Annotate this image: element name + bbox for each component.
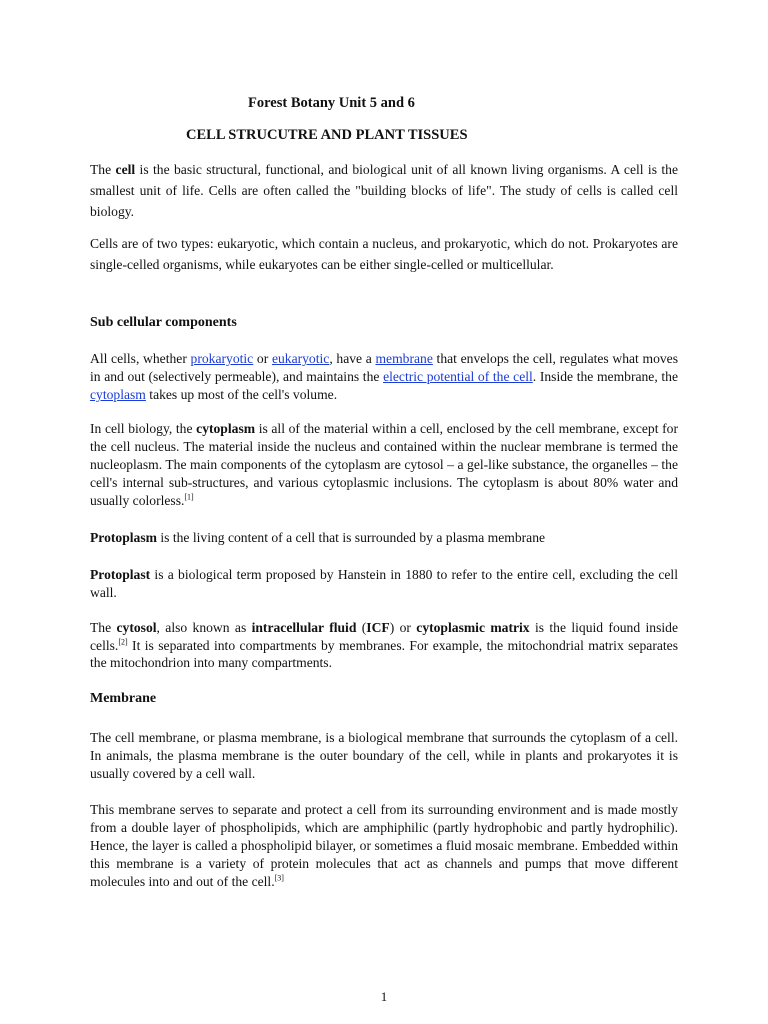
document-title: Forest Botany Unit 5 and 6 bbox=[248, 95, 415, 111]
heading-membrane: Membrane bbox=[90, 691, 157, 706]
paragraph-cell-types: Cells are of two types: eukaryotic, which contain a nucleus, and prokaryotic, which do not. Prokaryotes are single-celled organisms, while eukaryotes can be either single-celled or multicellular. bbox=[90, 236, 678, 272]
term-cell: cell bbox=[115, 162, 136, 177]
link-membrane[interactable]: membrane bbox=[375, 351, 433, 366]
term-intracellular-fluid: intracellular fluid bbox=[251, 620, 357, 635]
document-subtitle: CELL STRUCUTRE AND PLANT TISSUES bbox=[186, 127, 468, 143]
term-icf: ICF bbox=[366, 620, 390, 635]
reference-3: [3] bbox=[274, 873, 284, 883]
reference-1: [1] bbox=[184, 492, 194, 502]
term-cytosol: cytosol bbox=[116, 620, 157, 635]
term-protoplasm: Protoplasm bbox=[90, 530, 157, 545]
paragraph-cell-membrane: The cell membrane, or plasma membrane, is a biological membrane that surrounds the cytoplasm of a cell. In animals, the plasma membrane is the outer boundary of the cell, while in plants and prokaryotes it is usually covered by a cell wall. bbox=[90, 730, 678, 781]
link-eukaryotic[interactable]: eukaryotic bbox=[271, 351, 330, 366]
page-number: 1 bbox=[380, 989, 388, 1004]
paragraph-cytoplasm: In cell biology, the cytoplasm is all of the material within a cell, enclosed by the cell membrane, except for the cell nucleus. The material inside the nucleus and contained within the nuclear membrane is termed the nucleoplasm. The main components of the cytoplasm are cytosol – a gel-like substance, the organelles – the cell's internal sub-structures, and various cytoplasmic inclusions. The cytoplasm is about 80% water and usually colorless.[1] bbox=[90, 421, 678, 508]
term-cytoplasm: cytoplasm bbox=[196, 421, 256, 436]
term-protoplast: Protoplast bbox=[90, 567, 151, 582]
reference-2: [2] bbox=[118, 636, 128, 646]
paragraph-protoplast: Protoplast is a biological term proposed by Hanstein in 1880 to refer to the entire cell, excluding the cell wall. bbox=[90, 567, 678, 600]
term-cytoplasmic-matrix: cytoplasmic matrix bbox=[416, 620, 530, 635]
heading-sub-cellular-components: Sub cellular components bbox=[90, 315, 237, 330]
link-cytoplasm[interactable]: cytoplasm bbox=[90, 387, 146, 402]
paragraph-cytosol: The cytosol, also known as intracellular fluid (ICF) or cytoplasmic matrix is the liquid found inside cells.[2] It is separated into compartments by membranes. For example, the mitochondrial matrix separates the mitochondrion into many compartments. bbox=[90, 620, 678, 670]
paragraph-cell-definition: The cell is the basic structural, functional, and biological unit of all known living organisms. A cell is the smallest unit of life. Cells are often called the "building blocks of life". The study of cells is called cell biology. bbox=[90, 162, 678, 219]
paragraph-all-cells: All cells, whether prokaryotic or eukaryotic, have a membrane that envelops the cell, regulates what moves in and out (selectively permeable), and maintains the electric potential of the cell. Inside the membrane, the cytoplasm takes up most of the cell's volume. bbox=[90, 351, 679, 402]
paragraph-protoplasm: Protoplasm is the living content of a cell that is surrounded by a plasma membrane bbox=[90, 530, 546, 545]
link-prokaryotic[interactable]: prokaryotic bbox=[190, 351, 254, 366]
paragraph-membrane-function: This membrane serves to separate and protect a cell from its surrounding environment and is made mostly from a double layer of phospholipids, which are amphiphilic (partly hydrophobic and partly hydrophilic). Hence, the layer is called a phospholipid bilayer, or sometimes a fluid mosaic membrane. Embedded within this membrane is a variety of protein molecules that act as channels and pumps that move different molecules into and out of the cell.[3] bbox=[90, 802, 678, 889]
link-electric-potential[interactable]: electric potential of the cell bbox=[383, 369, 533, 384]
